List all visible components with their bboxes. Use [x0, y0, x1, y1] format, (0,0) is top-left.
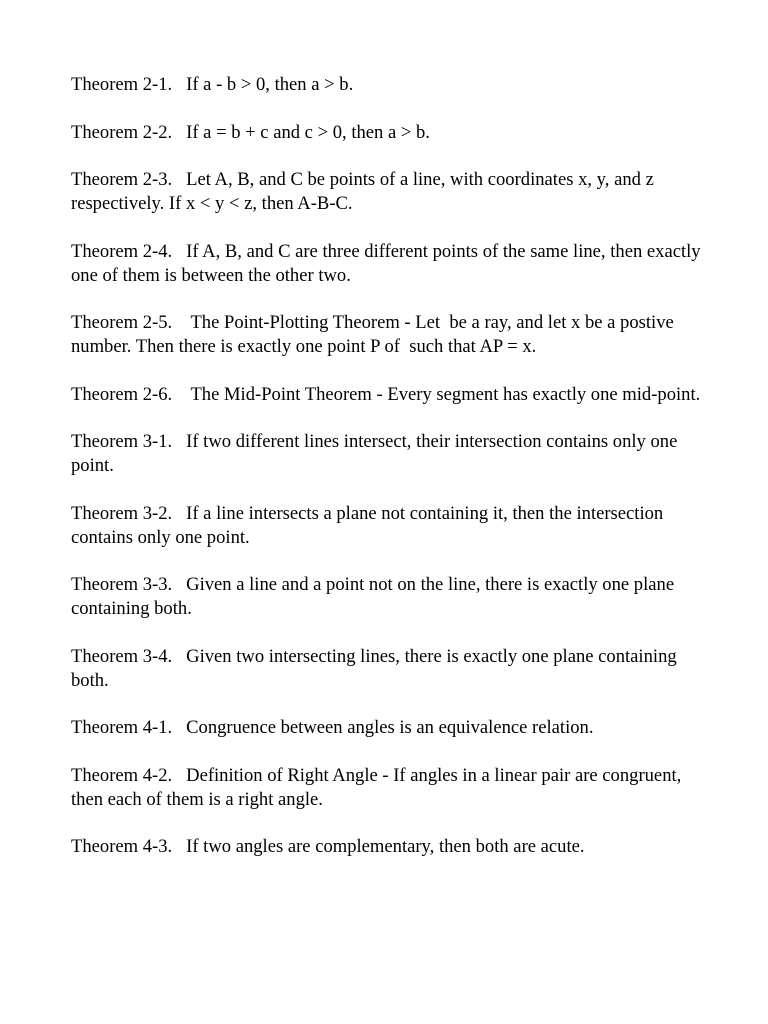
theorem-text: If two angles are complementary, then both are acute.	[186, 836, 585, 857]
theorem-number: Theorem 4-1.	[71, 717, 187, 738]
theorem-number: Theorem 2-1.	[71, 74, 187, 95]
theorem-2-2	[71, 121, 701, 145]
theorem-text: The Point-Plotting Theorem - Let be a ray, and let x be a postive number. Then there is exactly one point P of such that AP = x.	[71, 312, 679, 357]
theorem-text: Congruence between angles is an equivalence relation.	[186, 717, 594, 738]
theorem-2-5	[71, 311, 701, 359]
theorem-number: Theorem 2-2.	[71, 121, 187, 143]
theorem-number: Theorem 4-3.	[71, 836, 187, 857]
theorem-2-3	[71, 168, 701, 216]
theorem-text: If a - b > 0, then a > b.	[186, 74, 354, 95]
theorem-text: If A, B, and C are three different points of the same line, then exactly one of them is between the other two.	[71, 240, 706, 286]
theorem-list	[71, 73, 706, 883]
theorem-number: Theorem 4-2.	[71, 764, 187, 786]
theorem-4-2	[71, 764, 701, 812]
theorem-number: Theorem 2-5.	[71, 312, 191, 333]
theorem-4-3	[71, 835, 701, 859]
theorem-text: If a line intersects a plane not containing it, then the intersection contains only one point.	[71, 502, 668, 548]
theorem-text: The Mid-Point Theorem - Every segment has exactly one mid-point.	[190, 383, 701, 405]
theorem-number: Theorem 3-3.	[71, 574, 187, 595]
theorem-number: Theorem 2-6.	[71, 383, 191, 405]
theorem-text: If two different lines intersect, their intersection contains only one point.	[71, 431, 683, 476]
theorem-3-2	[71, 502, 701, 550]
theorem-2-1	[71, 73, 701, 97]
theorem-text: Given a line and a point not on the line, there is exactly one plane containing both.	[71, 574, 679, 619]
theorem-text: If a = b + c and c > 0, then a > b.	[186, 121, 430, 143]
theorem-3-3	[71, 573, 701, 621]
theorem-number: Theorem 2-3.	[71, 169, 187, 190]
theorem-text: Given two intersecting lines, there is exactly one plane containing both.	[71, 645, 682, 691]
theorem-3-4	[71, 645, 701, 693]
theorem-number: Theorem 3-1.	[71, 431, 187, 452]
theorem-text: Let A, B, and C be points of a line, with coordinates x, y, and z respectively. If x < y < z, then A-B-C.	[71, 169, 659, 214]
theorem-number: Theorem 3-2.	[71, 502, 187, 524]
theorem-text: Definition of Right Angle - If angles in a linear pair are congruent, then each of them is a right angle.	[71, 764, 686, 810]
theorem-number: Theorem 2-4.	[71, 240, 187, 262]
theorem-2-6	[71, 383, 701, 407]
theorem-number: Theorem 3-4.	[71, 645, 187, 667]
theorem-2-4	[71, 240, 706, 288]
theorem-3-1	[71, 430, 701, 478]
theorem-4-1	[71, 716, 701, 740]
